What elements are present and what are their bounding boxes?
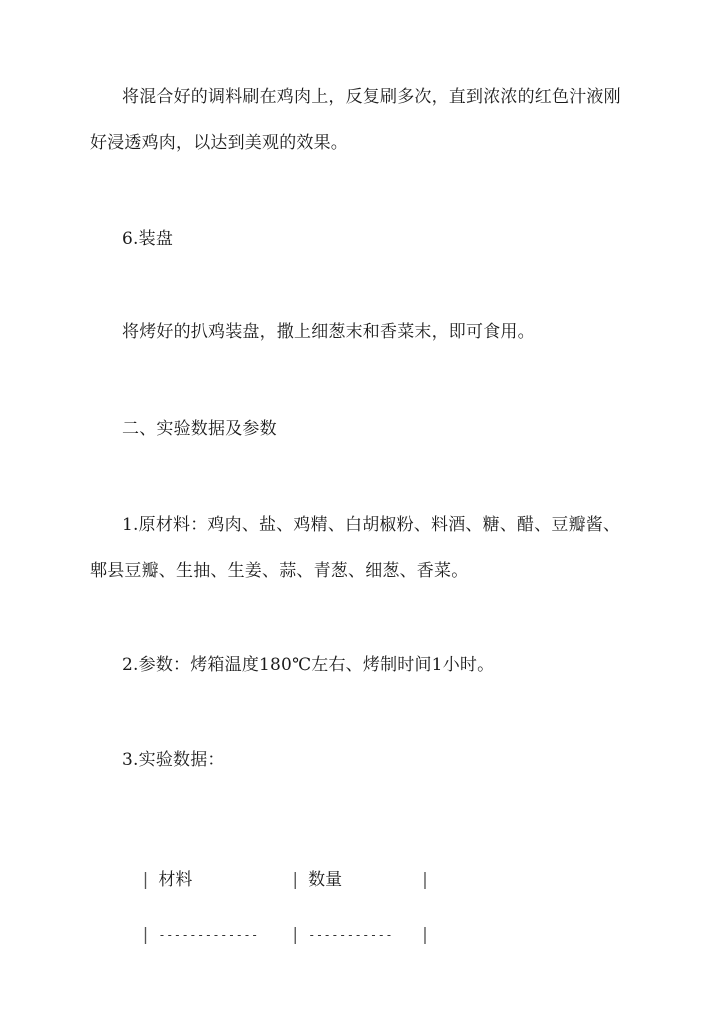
- table-divider-row: [121, 899, 428, 971]
- table-header-quantity: 数量: [308, 870, 343, 890]
- table-divider-col2: -----------: [308, 928, 394, 942]
- paragraph-parameters: 2.参数：烤箱温度180℃左右、烤制时间1小时。: [122, 655, 495, 675]
- table-header-material: 材料: [158, 870, 193, 890]
- paragraph-plating: 将烤好的扒鸡装盘，撒上细葱末和香菜末，即可食用。: [122, 322, 535, 342]
- step-heading-plating: 6.装盘: [122, 229, 174, 249]
- table-border: |: [422, 925, 428, 945]
- table-border: |: [292, 870, 299, 890]
- table-divider-col1: -------------: [158, 928, 259, 942]
- paragraph-experiment-data: 3.实验数据：: [122, 750, 225, 770]
- section-heading-data: 二、实验数据及参数: [122, 419, 277, 439]
- table-border: |: [142, 870, 149, 890]
- paragraph-ingredients: 1.原材料：鸡肉、盐、鸡精、白胡椒粉、料酒、糖、醋、豆瓣酱、郫县豆瓣、生抽、生姜、蒜、青葱、细葱、香菜。: [90, 515, 621, 581]
- paragraph-basting: 将混合好的调料刷在鸡肉上，反复刷多次，直到浓浓的红色汁液刚好浸透鸡肉，以达到美观的效果。: [90, 87, 621, 153]
- table-border: |: [422, 870, 428, 890]
- table-border: |: [142, 925, 149, 945]
- table-border: |: [292, 925, 299, 945]
